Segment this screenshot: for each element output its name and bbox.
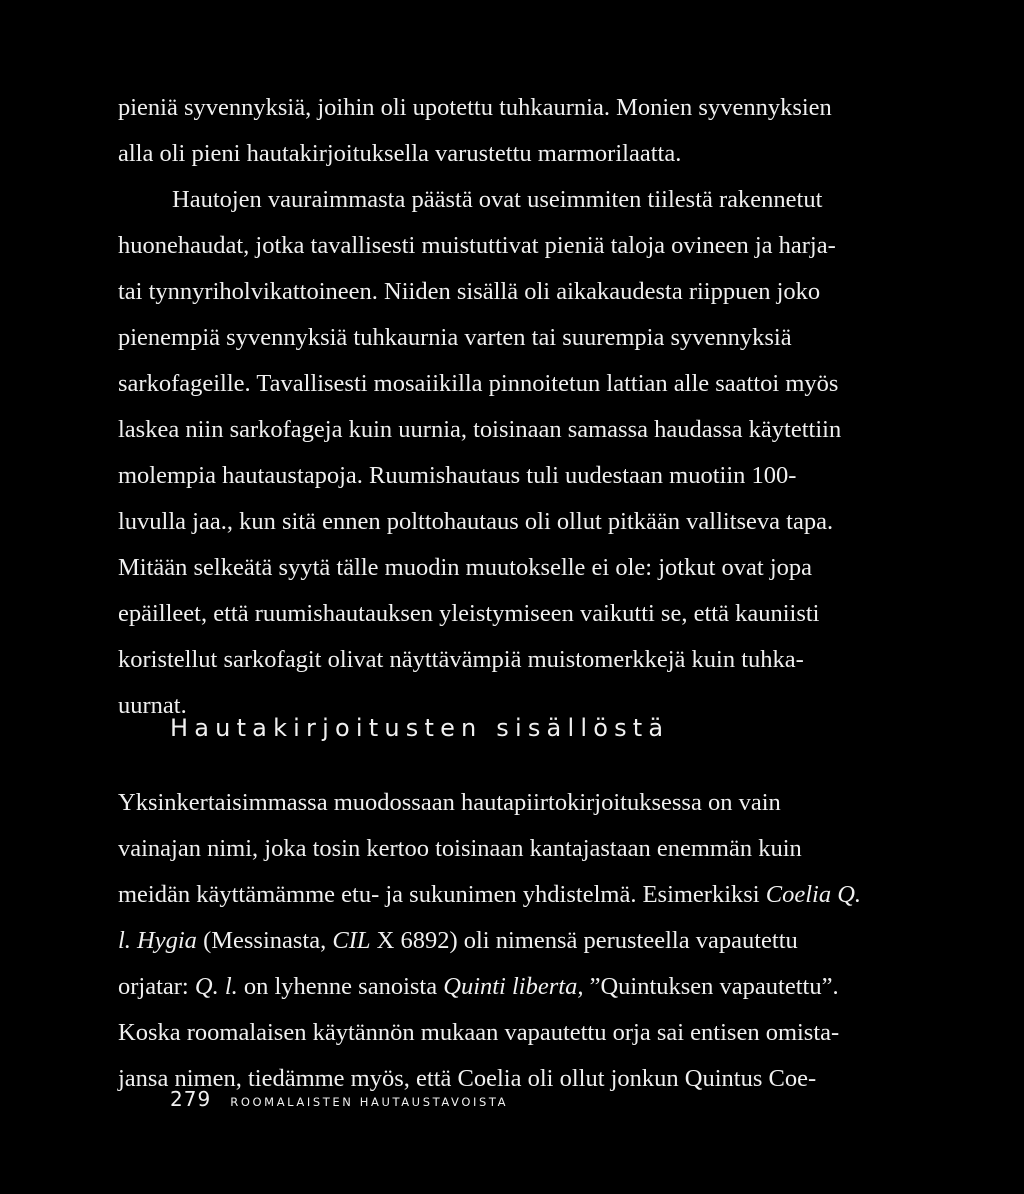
text-line: Yksinkertaisimmassa muodossaan hautapiirtokirjoituksessa on vain xyxy=(118,789,781,816)
text-line xyxy=(118,872,908,918)
text-line: pieniä syvennyksiä, joihin oli upotettu tuhkaurnia. Monien syvennyksien xyxy=(118,94,832,121)
body-paragraph-1 xyxy=(118,85,908,729)
italic-text-run: Q. l. xyxy=(194,973,238,1000)
text-run: (Messinasta, xyxy=(196,927,333,954)
text-run: X 6892) oli nimensä perusteella vapautettu xyxy=(370,927,798,954)
italic-text-run: Coelia Q. xyxy=(765,881,862,908)
text-line: epäilleet, että ruumishautauksen yleistymiseen vaikutti se, että kauniisti xyxy=(118,600,820,627)
text-line: luvulla jaa., kun sitä ennen polttohautaus oli ollut pitkään vallitseva tapa. xyxy=(118,508,834,535)
body-paragraph-2 xyxy=(118,780,908,1102)
text-run: meidän käyttämämme etu- ja sukunimen yhdistelmä. Esimerkiksi xyxy=(118,881,766,908)
text-line: koristellut sarkofagit olivat näyttävämpiä muistomerkkejä kuin tuhka- xyxy=(118,646,804,673)
page-number: 279 xyxy=(170,1087,212,1111)
text-line: uurnat. xyxy=(118,692,187,719)
running-title: ROOMALAISTEN HAUTAUSTAVOISTA xyxy=(230,1095,509,1109)
italic-text-run: CIL xyxy=(332,927,371,954)
text-line: molempia hautaustapoja. Ruumishautaus tuli uudestaan muotiin 100- xyxy=(118,462,797,489)
text-line: tai tynnyriholvikattoineen. Niiden sisällä oli aikakaudesta riippuen joko xyxy=(118,278,821,305)
text-line: Mitään selkeätä syytä tälle muodin muutokselle ei ole: jotkut ovat jopa xyxy=(118,554,813,581)
text-line xyxy=(118,918,908,964)
italic-text-run: Quinti liberta, xyxy=(443,973,584,1000)
text-run: orjatar: xyxy=(118,973,195,1000)
text-line: vainajan nimi, joka tosin kertoo toisinaan kantajastaan enemmän kuin xyxy=(118,835,802,862)
text-line: Hautojen vauraimmasta päästä ovat useimmiten tiilestä rakennetut xyxy=(172,186,823,213)
text-line: alla oli pieni hautakirjoituksella varustettu marmorilaatta. xyxy=(118,140,682,167)
page-footer xyxy=(170,1084,508,1117)
text-line: Koska roomalaisen käytännön mukaan vapautettu orja sai entisen omista- xyxy=(118,1019,840,1046)
text-line: sarkofageille. Tavallisesti mosaiikilla pinnoitetun lattian alle saattoi myös xyxy=(118,370,839,397)
text-run: on lyhenne sanoista xyxy=(237,973,444,1000)
italic-text-run: l. Hygia xyxy=(118,927,197,954)
text-line: laskea niin sarkofageja kuin uurnia, toisinaan samassa haudassa käytettiin xyxy=(118,416,842,443)
text-run: ”Quintuksen vapautettu”. xyxy=(583,973,839,1000)
section-heading: Hautakirjoitusten sisällöstä xyxy=(170,714,670,742)
text-line: jansa nimen, tiedämme myös, että Coelia oli ollut jonkun Quintus Coe- xyxy=(118,1065,817,1092)
text-line: pienempiä syvennyksiä tuhkaurnia varten tai suurempia syvennyksiä xyxy=(118,324,792,351)
text-line xyxy=(118,964,908,1010)
text-line: huonehaudat, jotka tavallisesti muistuttivat pieniä taloja ovineen ja harja- xyxy=(118,232,836,259)
